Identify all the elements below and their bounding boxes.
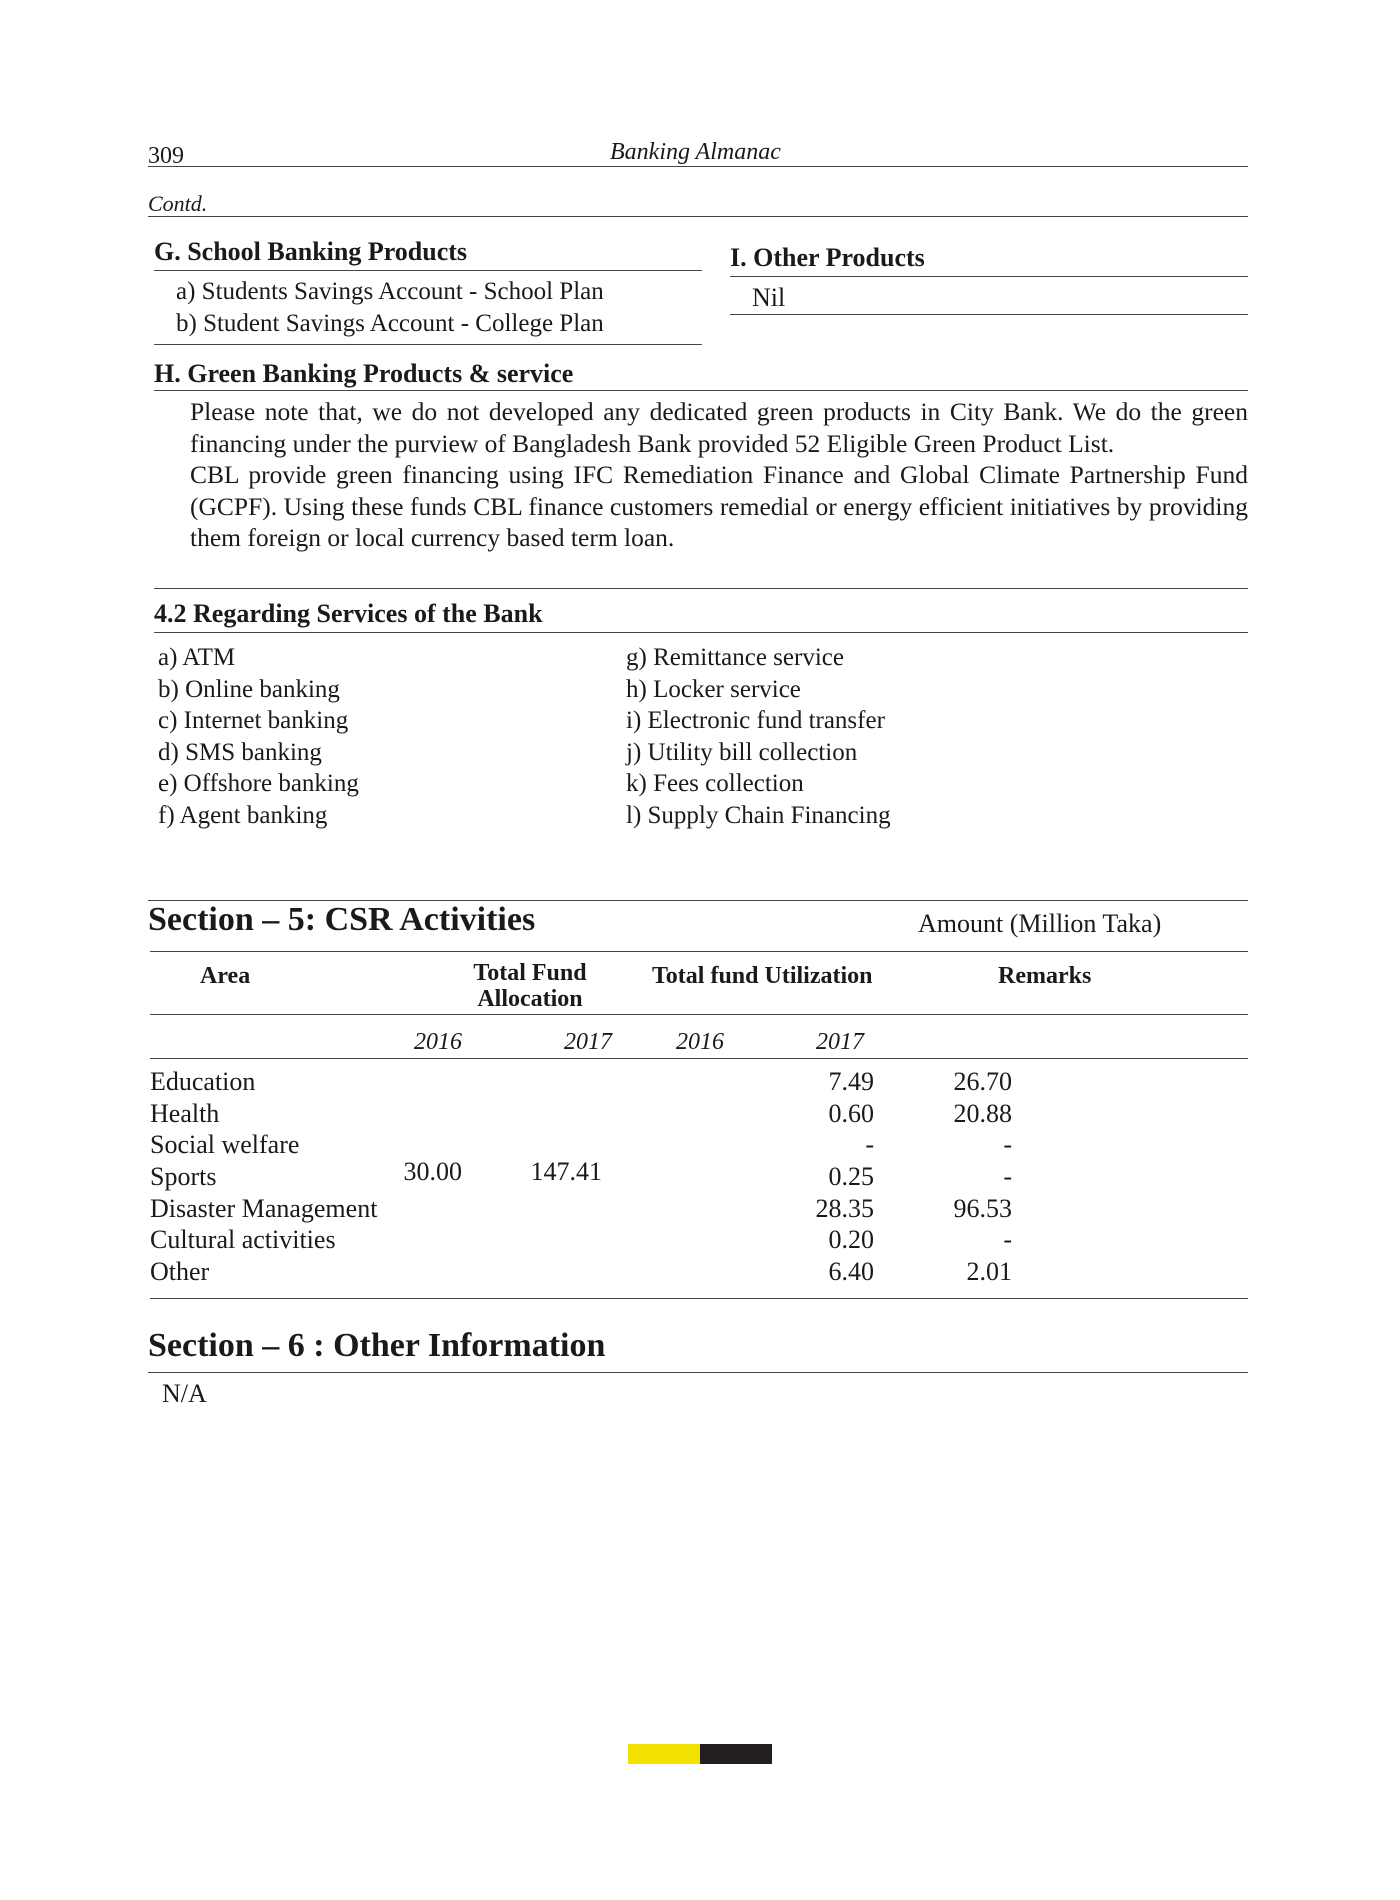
csr-table-body xyxy=(150,1066,1248,1288)
col-header-remarks: Remarks xyxy=(998,963,1092,989)
school-banking-heading: G. School Banking Products xyxy=(154,237,468,266)
year-header: 2016 xyxy=(676,1029,724,1055)
year-header: 2017 xyxy=(564,1029,612,1055)
list-item: d) SMS banking xyxy=(158,738,322,766)
row-utilization-2016: 0.20 xyxy=(828,1225,874,1255)
list-item: k) Fees collection xyxy=(626,770,804,797)
col-header-allocation xyxy=(420,960,640,1012)
other-products-heading: I. Other Products xyxy=(730,243,925,272)
col-header-allocation-line2: Allocation xyxy=(477,986,583,1012)
other-products-rule-bottom xyxy=(730,314,1248,315)
row-utilization-2017: 2.01 xyxy=(966,1257,1012,1287)
school-banking-rule-bottom xyxy=(154,344,702,345)
list-item: j) Utility bill collection xyxy=(626,738,858,766)
csr-subheader-rule xyxy=(150,1014,1248,1015)
row-utilization-2017: 96.53 xyxy=(953,1193,1012,1223)
list-item: f) Agent banking xyxy=(158,801,328,829)
col-header-allocation-line1: Total Fund xyxy=(473,960,587,986)
row-utilization-2017: 20.88 xyxy=(953,1098,1012,1128)
green-banking-paragraph-1: Please note that, we do not developed any dedicated green products in City Bank. We do the green financing under the purview of Bangladesh Bank provided 52 Eligible Green Product List. xyxy=(190,397,1248,458)
csr-table-bottom-rule xyxy=(150,1298,1248,1299)
row-area: Other xyxy=(150,1257,210,1287)
list-item: a) ATM xyxy=(158,644,236,671)
school-banking-rule-top xyxy=(154,270,702,271)
services-heading: 4.2 Regarding Services of the Bank xyxy=(154,599,543,628)
other-products-rule-top xyxy=(730,276,1248,277)
table-row xyxy=(150,1066,1248,1098)
row-utilization-2016: 7.49 xyxy=(828,1067,874,1096)
allocation-2017: 147.41 xyxy=(530,1157,602,1186)
services-rule xyxy=(154,632,1248,633)
services-rule-top xyxy=(154,588,1248,589)
row-utilization-2017: 26.70 xyxy=(953,1067,1012,1096)
other-info-rule xyxy=(148,1372,1248,1373)
contd-rule xyxy=(148,216,1248,217)
row-area: Health xyxy=(150,1098,220,1128)
col-header-area: Area xyxy=(200,963,251,989)
school-banking-list xyxy=(176,276,604,339)
list-item: g) Remittance service xyxy=(626,644,844,671)
list-item: a) Students Savings Account - School Plan xyxy=(176,278,604,305)
list-item: l) Supply Chain Financing xyxy=(626,801,891,829)
row-utilization-2017: - xyxy=(1003,1225,1012,1255)
allocation-2016: 30.00 xyxy=(403,1157,462,1186)
green-banking-paragraph-2: CBL provide green financing using IFC Remediation Finance and Global Climate Partnership Fund (GCPF). Using these funds CBL finance customers remedial or energy efficient initiatives by providing them foreign or local currency based term loan. xyxy=(190,460,1248,552)
other-info-value: N/A xyxy=(162,1379,207,1408)
row-utilization-2016: 28.35 xyxy=(815,1193,874,1223)
row-area: Social welfare xyxy=(150,1130,300,1160)
table-row xyxy=(150,1129,1248,1161)
col-header-utilization: Total fund Utilization xyxy=(652,963,873,989)
green-banking-heading: H. Green Banking Products & service xyxy=(154,359,574,388)
green-banking-rule xyxy=(154,390,1248,391)
other-products-value: Nil xyxy=(752,283,786,312)
list-item: c) Internet banking xyxy=(158,707,349,734)
row-area: Cultural activities xyxy=(150,1225,336,1255)
list-item: b) Student Savings Account - College Plan xyxy=(176,309,604,337)
list-item: b) Online banking xyxy=(158,675,340,703)
row-utilization-2017: - xyxy=(1003,1162,1012,1192)
row-utilization-2016: - xyxy=(865,1130,874,1160)
csr-title: Section – 5: CSR Activities xyxy=(148,901,536,938)
table-row xyxy=(150,1256,1248,1288)
table-row xyxy=(150,1098,1248,1130)
csr-header-rule xyxy=(150,951,1248,952)
list-item: i) Electronic fund transfer xyxy=(626,707,885,734)
row-utilization-2016: 6.40 xyxy=(828,1257,874,1287)
list-item: h) Locker service xyxy=(626,675,801,703)
row-utilization-2016: 0.25 xyxy=(828,1162,874,1192)
year-header: 2017 xyxy=(816,1029,864,1055)
other-info-title: Section – 6 : Other Information xyxy=(148,1327,606,1364)
services-list-right xyxy=(626,642,891,831)
running-title: Banking Almanac xyxy=(610,139,781,165)
list-item: e) Offshore banking xyxy=(158,770,359,797)
csr-body-rule xyxy=(150,1058,1248,1059)
row-utilization-2016: 0.60 xyxy=(828,1098,874,1128)
contd-label: Contd. xyxy=(148,191,208,216)
table-row xyxy=(150,1224,1248,1256)
header-rule xyxy=(148,166,1248,167)
row-area: Disaster Management xyxy=(150,1193,378,1223)
year-header: 2016 xyxy=(414,1029,462,1055)
page-number: 309 xyxy=(148,143,184,169)
table-row xyxy=(150,1161,1248,1193)
row-area: Education xyxy=(150,1067,256,1096)
services-list-left xyxy=(158,642,359,831)
footer-bar-dark xyxy=(700,1744,772,1764)
row-utilization-2017: - xyxy=(1003,1130,1012,1160)
table-row xyxy=(150,1193,1248,1225)
row-area: Sports xyxy=(150,1162,217,1192)
csr-unit-label: Amount (Million Taka) xyxy=(918,909,1162,938)
footer-bar-yellow xyxy=(628,1744,700,1764)
